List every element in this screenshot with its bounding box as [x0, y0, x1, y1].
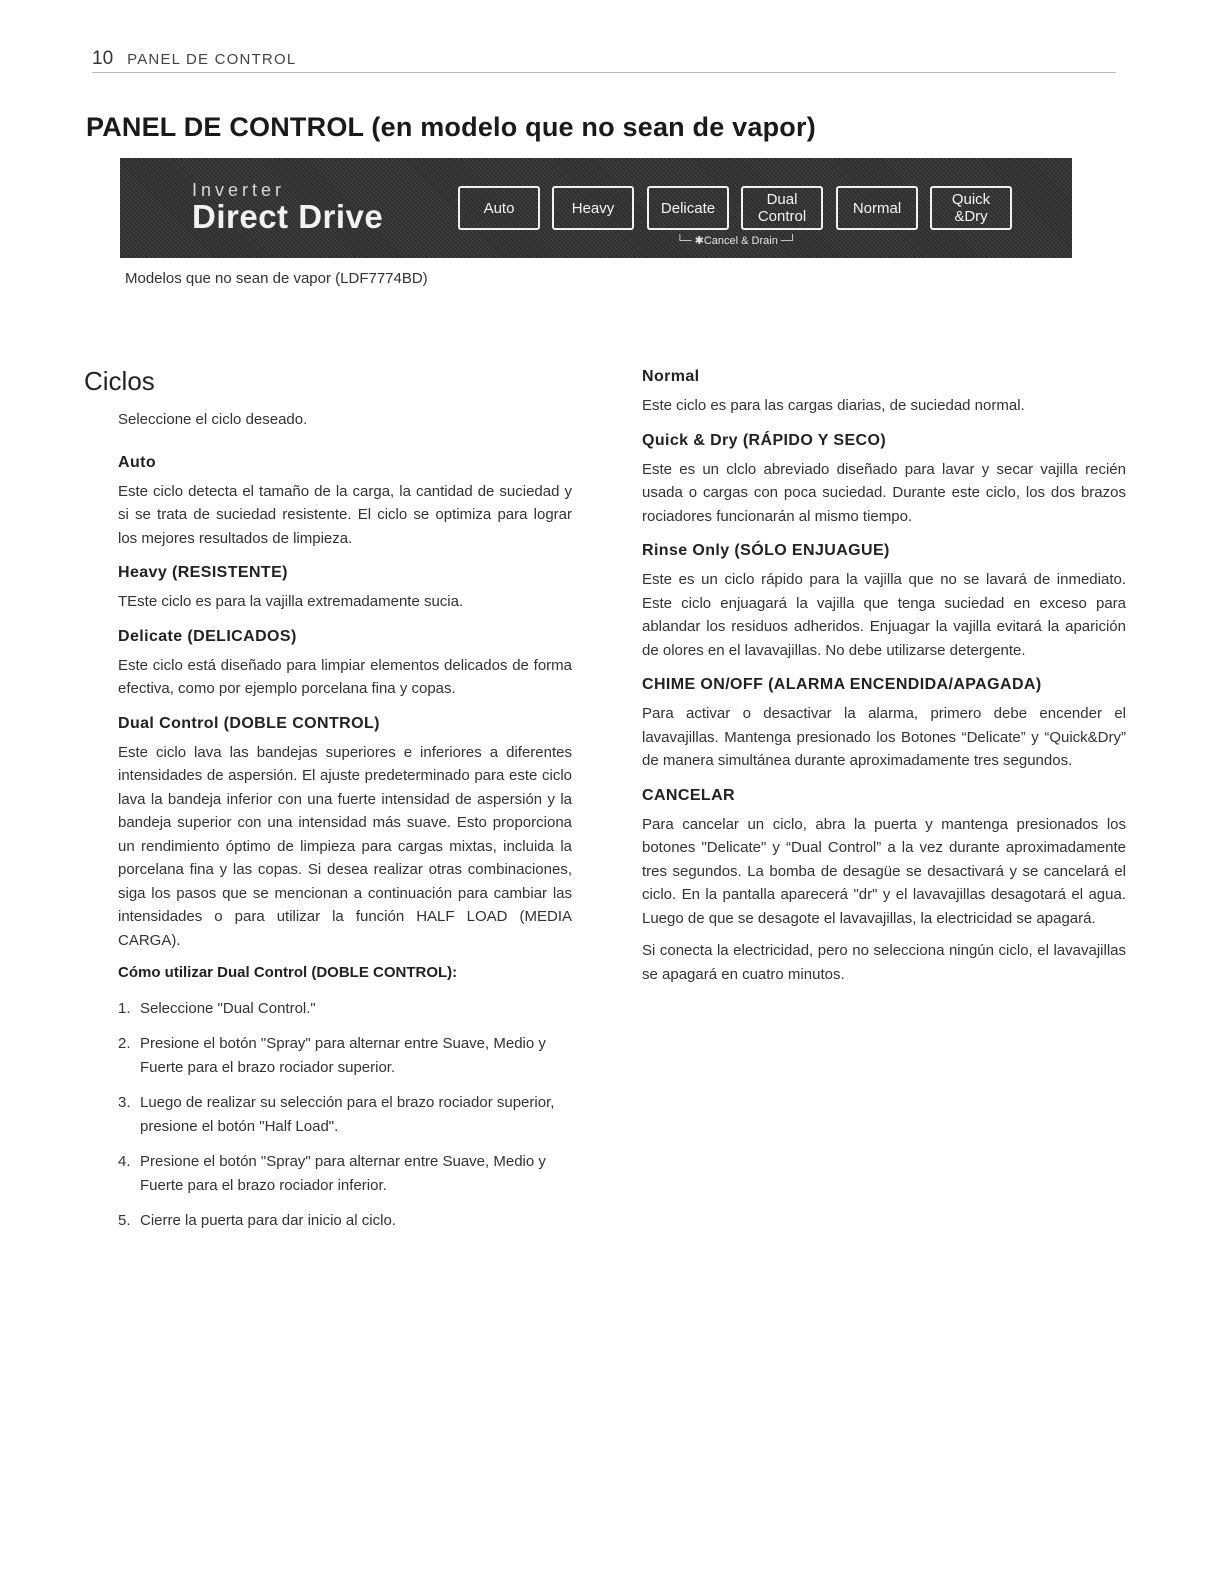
heavy-text: TEste ciclo es para la vajilla extremadamente sucia. [118, 593, 464, 610]
steps-list [118, 997, 572, 1233]
normal-button[interactable]: Normal [836, 186, 918, 230]
quick-heading: Quick & Dry (RÁPIDO Y SECO) [642, 431, 887, 449]
quick-text: Este es un clclo abreviado diseñado para lavar y secar vajilla recién usada o cargas con poca suciedad. Durante este ciclo, los dos brazos rociadores funcionarán al mismo tiempo. [642, 460, 1126, 525]
section-title: PANEL DE CONTROL [127, 51, 297, 68]
figure-caption: Modelos que no sean de vapor (LDF7774BD) [125, 270, 428, 287]
chime-heading: CHIME ON/OFF (ALARMA ENCENDIDA/APAGADA) [642, 676, 1042, 693]
brand-inverter: Inverter [192, 180, 286, 200]
list-item: 2. Presione el botón "Spray" para alternar entre Suave, Medio y Fuerte para el brazo rociador superior. [118, 1035, 546, 1076]
page-number: 10 [92, 48, 114, 69]
list-item: 3. Luego de realizar su selección para el brazo rociador superior, presione el botón "Half Load". [118, 1094, 555, 1135]
right-column [642, 366, 1126, 995]
ciclos-intro: Seleccione el ciclo deseado. [118, 411, 308, 428]
dual-heading: Dual Control (DOBLE CONTROL) [118, 714, 380, 732]
control-panel-image [120, 158, 1072, 258]
howto-heading: Cómo utilizar Dual Control (DOBLE CONTROL): [118, 964, 458, 981]
rinse-heading: Rinse Only (SÓLO ENJUAGUE) [642, 542, 890, 559]
list-item: 5. Cierre la puerta para dar inicio al ciclo. [118, 1212, 396, 1229]
dual-control-button[interactable]: Dual Control [741, 186, 823, 230]
normal-heading: Normal [642, 368, 700, 385]
left-column [118, 408, 572, 1245]
auto-button[interactable]: Auto [458, 186, 540, 230]
list-item: 4. Presione el botón "Spray" para alternar entre Suave, Medio y Fuerte para el brazo rociador inferior. [118, 1153, 546, 1194]
cancel-drain-label: └─ ✱Cancel & Drain ─┘ [676, 235, 797, 247]
auto-heading: Auto [118, 453, 157, 471]
quick-dry-button[interactable]: Quick &Dry [930, 186, 1012, 230]
normal-text: Este ciclo es para las cargas diarias, de suciedad normal. [642, 397, 1025, 414]
cancel-text-2: Si conecta la electricidad, pero no selecciona ningún ciclo, el lavavajillas se apagará en cuatro minutos. [642, 942, 1126, 983]
rinse-text: Este es un ciclo rápido para la vajilla que no se lavará de inmediato. Este ciclo enjuagará la vajilla que tenga suciedad en exceso para ablandar los residuos adheridos. Enjuagar la vajilla evitará la aparición de olores en el lavavajillas. No debe utilizarse detergente. [642, 571, 1126, 659]
dual-text: Este ciclo lava las bandejas superiores e inferiores a diferentes intensidades de aspersión. El ajuste predeterminado para este ciclo lava la bandeja inferior con una fuerte intensidad de aspersión y la bandeja superior con una intensidad más suave. Esto proporciona un rendimiento óptimo de limpieza para cargas mixtas, incluida la porcelana fina y las copas. Si desea realizar otras combinaciones, siga los pasos que se mencionan a continuación para cambiar las intensidades o para utilizar la función HALF LOAD (MEDIA CARGA). [118, 743, 572, 949]
cancel-text-1: Para cancelar un ciclo, abra la puerta y mantenga presionados los botones "Delicate" y “Dual Control” a la vez durante aproximadamente tres segundos. La bomba de desagüe se desactivará y se cancelará el ciclo. En la pantalla aparecerá "dr" y el lavavajillas desagotará el agua. Luego de que se desagote el lavavajillas, la electricidad se apagará. [642, 815, 1126, 927]
list-item: 1. Seleccione "Dual Control." [118, 999, 316, 1017]
page-header [92, 48, 1116, 73]
brand-direct-drive: Direct Drive [192, 198, 384, 235]
ciclos-heading: Ciclos [84, 366, 155, 396]
delicate-text: Este ciclo está diseñado para limpiar elementos delicados de forma efectiva, como por ejemplo porcelana fina y copas. [118, 656, 572, 697]
delicate-heading: Delicate (DELICADOS) [118, 627, 297, 645]
delicate-button[interactable]: Delicate [647, 186, 729, 230]
cancel-heading: CANCELAR [642, 786, 735, 804]
heavy-button[interactable]: Heavy [552, 186, 634, 230]
chime-text: Para activar o desactivar la alarma, primero debe encender el lavavajillas. Mantenga presionado los Botones “Delicate” y “Quick&Dry” de manera simultánea durante aproximadamente tres segundos. [642, 705, 1126, 769]
auto-text: Este ciclo detecta el tamaño de la carga, la cantidad de suciedad y si se trata de suciedad resistente. El ciclo se optimiza para lograr los mejores resultados de limpieza. [118, 482, 572, 547]
heavy-heading: Heavy (RESISTENTE) [118, 564, 288, 581]
page-title: PANEL DE CONTROL (en modelo que no sean de vapor) [86, 112, 816, 142]
